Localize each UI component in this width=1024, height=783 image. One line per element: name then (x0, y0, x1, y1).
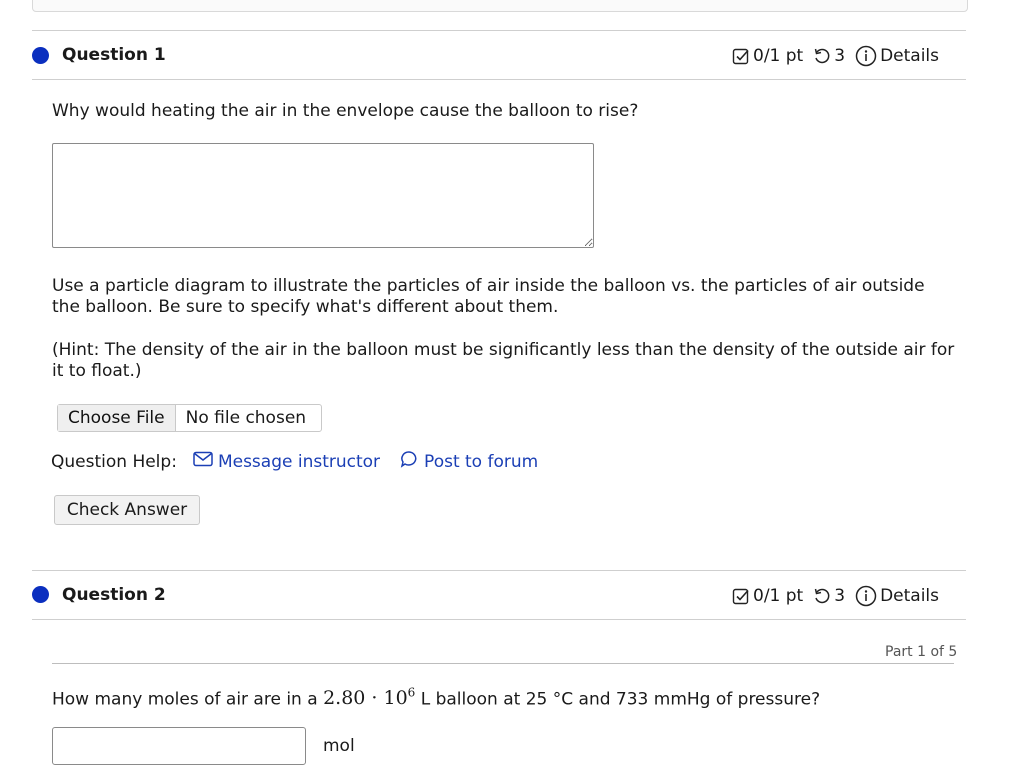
question-1-title: Question 1 (62, 45, 166, 65)
divider (32, 30, 966, 31)
info-icon[interactable] (855, 585, 877, 607)
attempts-text: 3 (834, 46, 846, 66)
chat-bubble-icon (400, 450, 418, 473)
math-value (323, 687, 415, 709)
mail-icon (193, 451, 213, 472)
question-2-meta (732, 585, 939, 607)
post-to-forum-link[interactable] (400, 450, 538, 473)
moles-answer-input[interactable] (52, 727, 306, 765)
question-help-label: Question Help: (51, 451, 177, 472)
retry-icon (813, 587, 831, 605)
question-2-prompt (52, 683, 820, 710)
question-1-meta (732, 45, 939, 67)
unit-label: mol (323, 736, 355, 756)
answer-textarea[interactable] (52, 143, 594, 248)
choose-file-button[interactable]: Choose File (58, 405, 176, 431)
previous-panel (32, 0, 968, 12)
file-status: No file chosen (185, 408, 307, 428)
details-link[interactable]: Details (880, 586, 939, 606)
prompt-text-post: L balloon at 25 °C and 733 mmHg of pressure? (420, 689, 821, 710)
question-1-hint: (Hint: The density of the air in the balloon must be significantly less than the density of the outside air for it to float.) (52, 340, 955, 381)
score-text: 0/1 pt (753, 46, 804, 66)
question-status-dot (32, 47, 49, 64)
question-1-instruction: Use a particle diagram to illustrate the particles of air inside the balloon vs. the particles of air outside the balloon. Be sure to specify what's different about them. (52, 276, 925, 317)
retry-icon (813, 47, 831, 65)
score-text: 0/1 pt (753, 586, 804, 606)
details-link[interactable]: Details (880, 46, 939, 66)
question-help (51, 450, 538, 473)
checkbox-icon (732, 47, 750, 65)
math-mantissa: 2.80 · 10 (323, 687, 408, 710)
math-exponent: 6 (407, 686, 416, 700)
message-instructor-label[interactable]: Message instructor (217, 451, 381, 472)
check-answer-button[interactable]: Check Answer (54, 495, 200, 525)
file-upload[interactable] (57, 404, 322, 432)
divider (32, 570, 966, 571)
divider (32, 619, 966, 620)
part-indicator: Part 1 of 5 (885, 644, 958, 660)
divider (52, 663, 954, 664)
divider (32, 79, 966, 80)
question-1-prompt: Why would heating the air in the envelope cause the balloon to rise? (52, 101, 639, 121)
question-2-title: Question 2 (62, 585, 166, 605)
info-icon[interactable] (855, 45, 877, 67)
checkbox-icon (732, 587, 750, 605)
post-to-forum-label[interactable]: Post to forum (424, 451, 539, 472)
prompt-text-pre: How many moles of air are in a (52, 689, 318, 710)
attempts-text: 3 (834, 586, 846, 606)
question-status-dot (32, 586, 49, 603)
message-instructor-link[interactable] (193, 451, 380, 472)
